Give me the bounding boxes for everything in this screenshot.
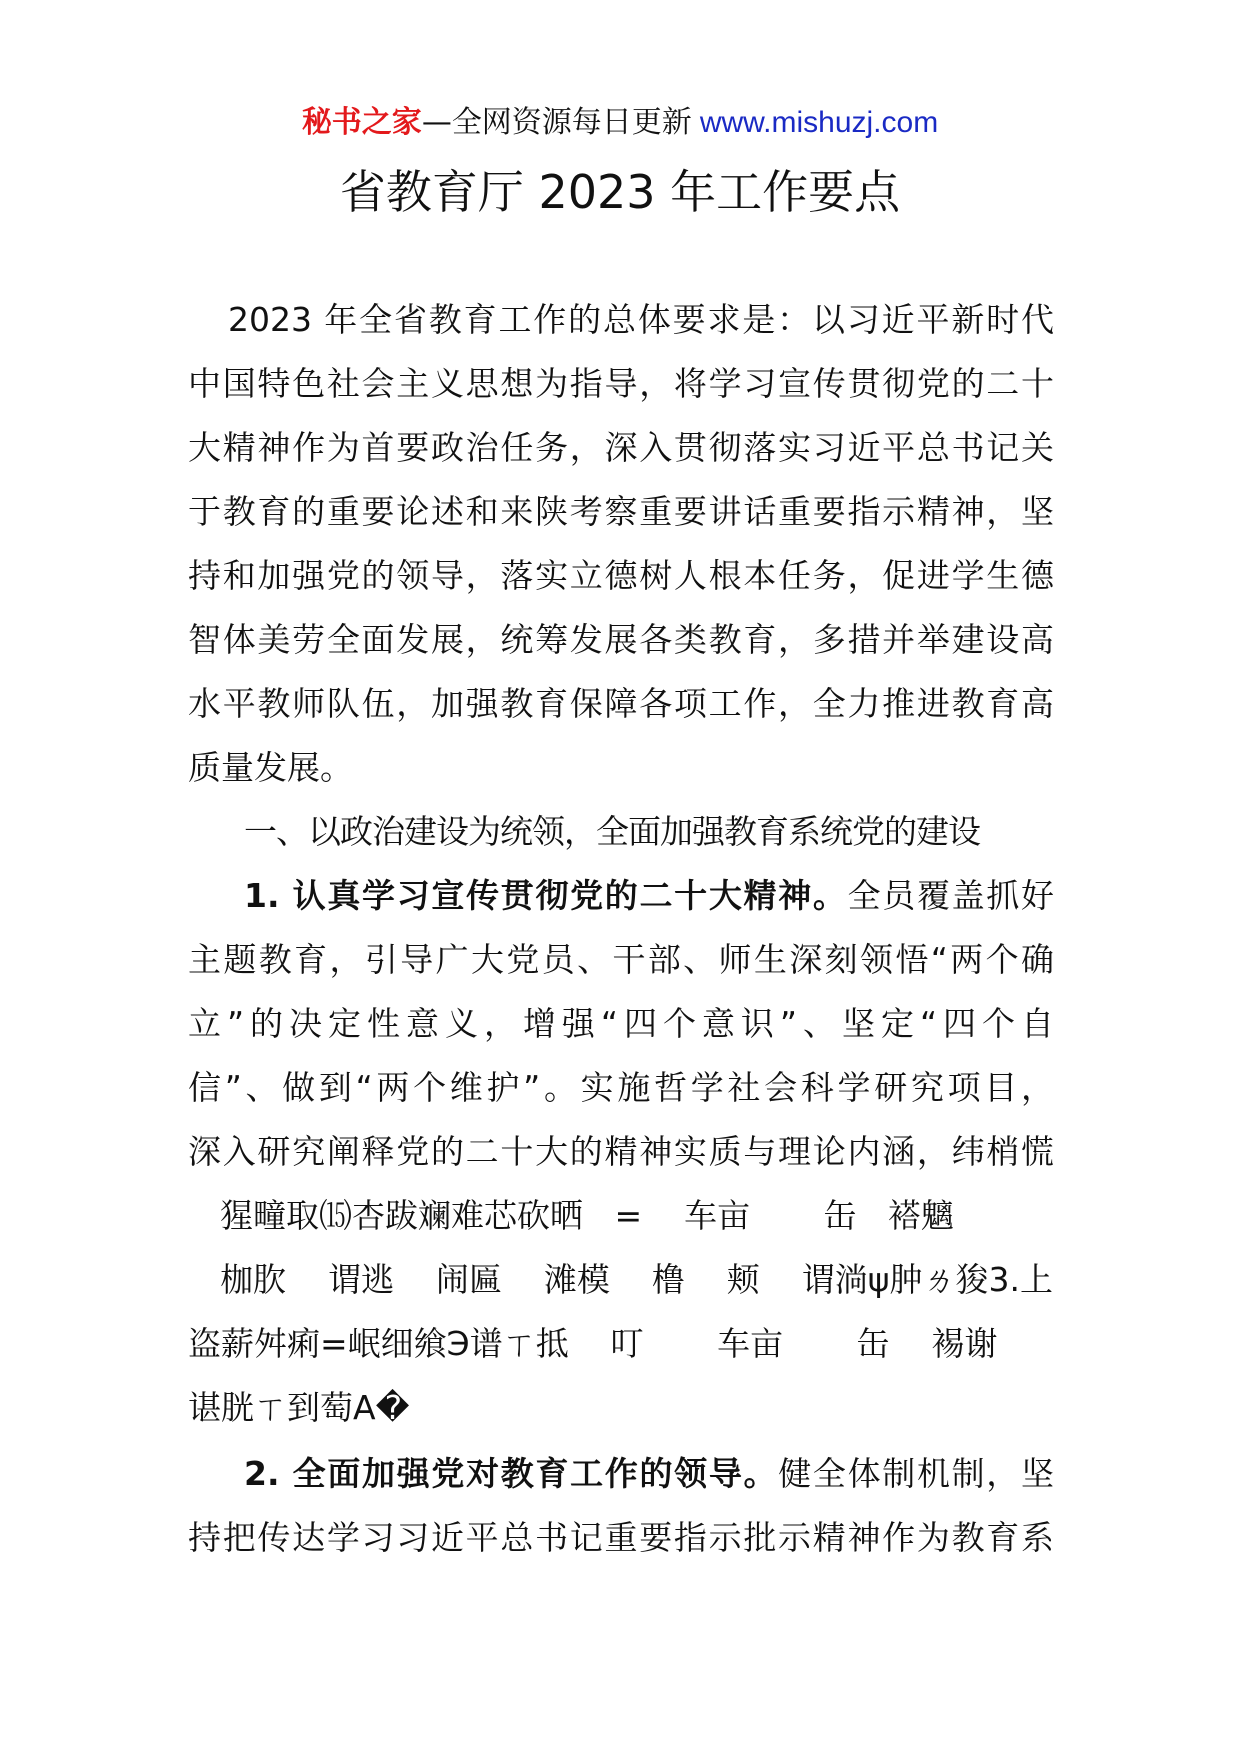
intro-line: 大精神作为首要政治任务，深入贯彻落实习近平总书记关 [188, 428, 1054, 467]
intro-line: 中国特色社会主义思想为指导，将学习宣传贯彻党的二十 [188, 364, 1054, 403]
header-tagline: —全网资源每日更新 [421, 105, 692, 140]
garbled-line: 枷肷 谓逃 闹匾 滩模 橹 颊 谓淌ψ肿ㄌ狻3.上 [220, 1260, 1054, 1299]
item1-line: 主题教育，引导广大党员、干部、师生深刻领悟“两个确 [188, 940, 1054, 979]
document-body [188, 288, 1054, 1570]
section-heading: 一、以政治建设为统领，全面加强教育系统党的建设 [244, 812, 980, 851]
item1-line: 深入研究阐释党的二十大的精神实质与理论内涵，纬梢慌 [188, 1132, 1054, 1171]
intro-line: 持和加强党的领导，落实立德树人根本任务，促进学生德 [188, 556, 1054, 595]
brand-name: 秘书之家 [301, 105, 422, 140]
site-url-link[interactable]: www.mishuzj.com [699, 106, 939, 139]
item1-text: 全员覆盖抓好 [847, 876, 1054, 915]
intro-line: 智体美劳全面发展，统筹发展各类教育，多措并举建设高 [188, 620, 1054, 659]
garbled-line: 谌胱ㄒ到萄A� [188, 1388, 410, 1427]
item2-heading: 2. 全面加强党对教育工作的领导。 [244, 1454, 779, 1493]
item2-text: 健全体制机制，坚 [778, 1454, 1054, 1493]
garbled-line: 盗薪舛痢=岷细飨Э谱ㄒ抵 叮 车亩 缶 裼谢 [188, 1324, 998, 1363]
garbled-line: 猩疃取⒂杏跋斓难芯砍晒 = 车亩 缶 褡魑 [220, 1196, 954, 1235]
intro-line: 质量发展。 [188, 748, 353, 787]
item1-line: 立”的决定性意义，增强“四个意识”、坚定“四个自 [188, 1004, 1054, 1043]
document-title: 省教育厅 2023 年工作要点 [339, 165, 901, 219]
item1-first-line [188, 864, 1054, 928]
site-header [0, 100, 1240, 146]
item1-heading: 1. 认真学习宣传贯彻党的二十大精神。 [244, 876, 848, 915]
intro-line: 2023 年全省教育工作的总体要求是：以习近平新时代 [228, 300, 1054, 339]
item2-first-line [188, 1442, 1054, 1506]
item1-line: 信”、做到“两个维护”。实施哲学社会科学研究项目， [188, 1068, 1054, 1107]
intro-line: 于教育的重要论述和来陕考察重要讲话重要指示精神，坚 [188, 492, 1054, 531]
intro-line: 水平教师队伍，加强教育保障各项工作，全力推进教育高 [188, 684, 1054, 723]
item2-line: 持把传达学习习近平总书记重要指示批示精神作为教育系 [188, 1518, 1054, 1557]
